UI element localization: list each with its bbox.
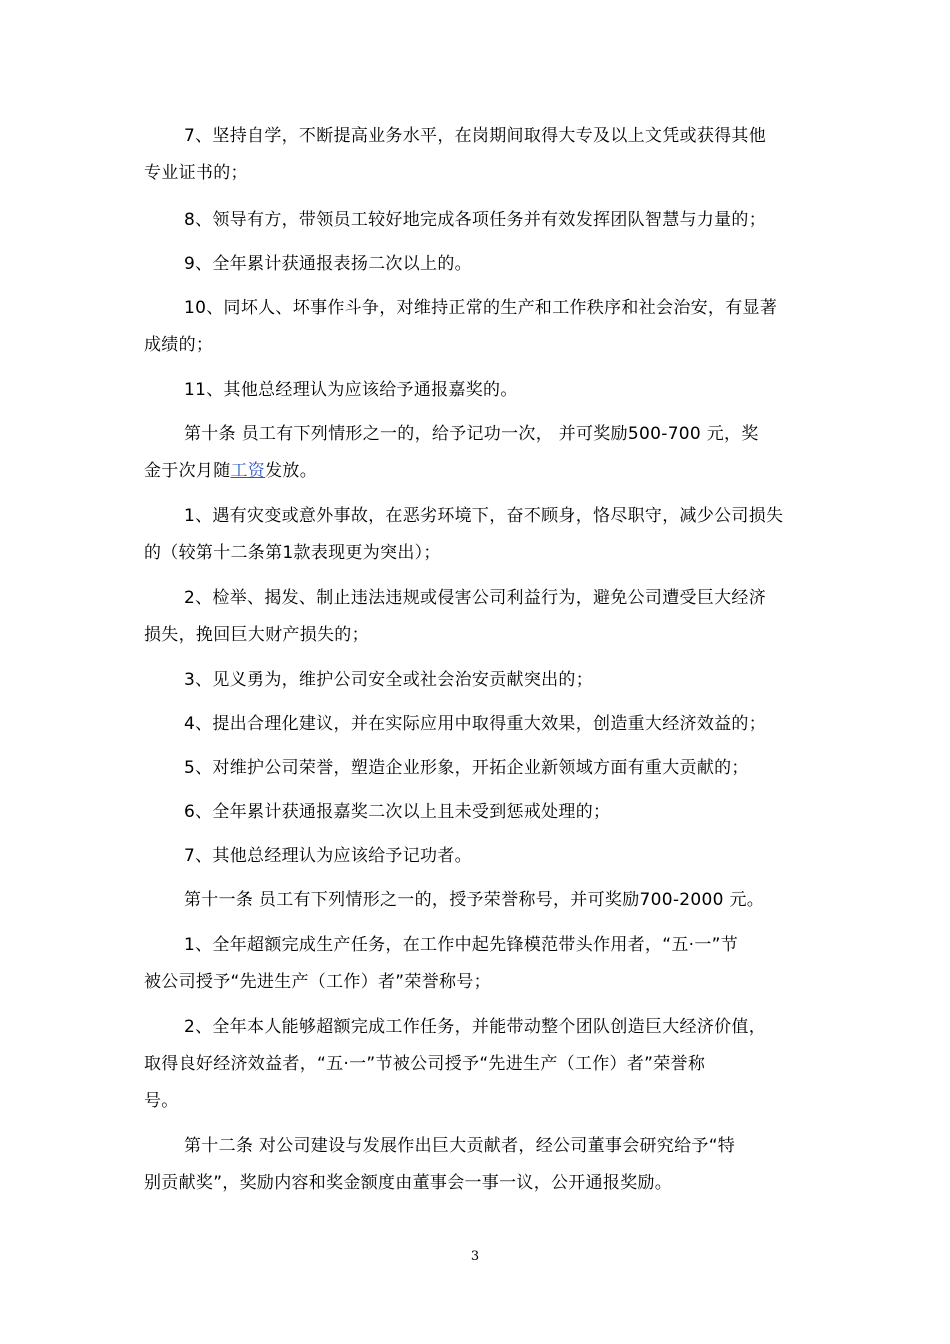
article-10-item-2-line-2: 损失，挽回巨大财产损失的； (144, 625, 369, 645)
rule-7-line-1: 7、坚持自学，不断提高业务水平，在岗期间取得大专及以上文凭或获得其他 (184, 126, 767, 146)
article-11-item-1-line-2: 被公司授予“先进生产（工作）者”荣誉称号； (144, 972, 491, 992)
article-10-item-5: 5、对维护公司荣誉，塑造企业形象，开拓企业新领域方面有重大贡献的； (184, 758, 749, 778)
article-10-item-4: 4、提出合理化建议，并在实际应用中取得重大效果，创造重大经济效益的； (184, 714, 767, 734)
article-10-heading-line-1: 第十条 员工有下列情形之一的，给予记功一次， 并可奖励500-700 元，奖 (184, 424, 759, 444)
rule-7-line-2: 专业证书的； (144, 163, 248, 183)
article-10-item-1-line-1: 1、遇有灾变或意外事故，在恶劣环境下，奋不顾身，恪尽职守，减少公司损失 (184, 506, 784, 526)
article-10-item-7: 7、其他总经理认为应该给予记功者。 (184, 846, 472, 866)
article-10-item-6: 6、全年累计获通报嘉奖二次以上且未受到惩戒处理的； (184, 802, 611, 822)
page-number: 3 (470, 1249, 480, 1264)
article-11-item-2-line-2: 取得良好经济效益者，“五·一”节被公司授予“先进生产（工作）者”荣誉称 (144, 1054, 706, 1074)
article-11-item-1-line-1: 1、全年超额完成生产任务，在工作中起先锋模范带头作用者，“五·一”节 (184, 935, 739, 955)
rule-11-line: 11、其他总经理认为应该给予通报嘉奖的。 (184, 380, 518, 400)
article-11-item-2-line-1: 2、全年本人能够超额完成工作任务，并能带动整个团队创造巨大经济价值， (184, 1017, 767, 1037)
article-11-item-2-line-3: 号。 (144, 1091, 179, 1111)
rule-10-line-1: 10、同坏人、坏事作斗争，对维持正常的生产和工作秩序和社会治安，有显著 (184, 298, 778, 318)
salary-link[interactable]: 工资 (230, 461, 266, 481)
salary-line-before: 金于次月随 (144, 461, 231, 481)
rule-8-line: 8、领导有方，带领员工较好地完成各项任务并有效发挥团队智慧与力量的； (184, 210, 767, 230)
article-10-heading-line-2 (144, 460, 317, 482)
article-10-item-2-line-1: 2、检举、揭发、制止违法违规或侵害公司利益行为，避免公司遭受巨大经济 (184, 588, 767, 608)
rule-9-line: 9、全年累计获通报表扬二次以上的。 (184, 254, 472, 274)
article-12-line-2: 别贡献奖”，奖励内容和奖金额度由董事会一事一议，公开通报奖励。 (144, 1173, 673, 1193)
article-10-item-3: 3、见义勇为，维护公司安全或社会治安贡献突出的； (184, 670, 594, 690)
article-10-item-1-line-2: 的（较第十二条第1款表现更为突出）； (144, 543, 441, 563)
article-12-line-1: 第十二条 对公司建设与发展作出巨大贡献者，经公司董事会研究给予“特 (184, 1136, 736, 1156)
article-11-heading: 第十一条 员工有下列情形之一的，授予荣誉称号，并可奖励700-2000 元。 (184, 890, 765, 910)
rule-10-line-2: 成绩的； (144, 335, 214, 355)
salary-line-after: 发放。 (265, 461, 318, 481)
